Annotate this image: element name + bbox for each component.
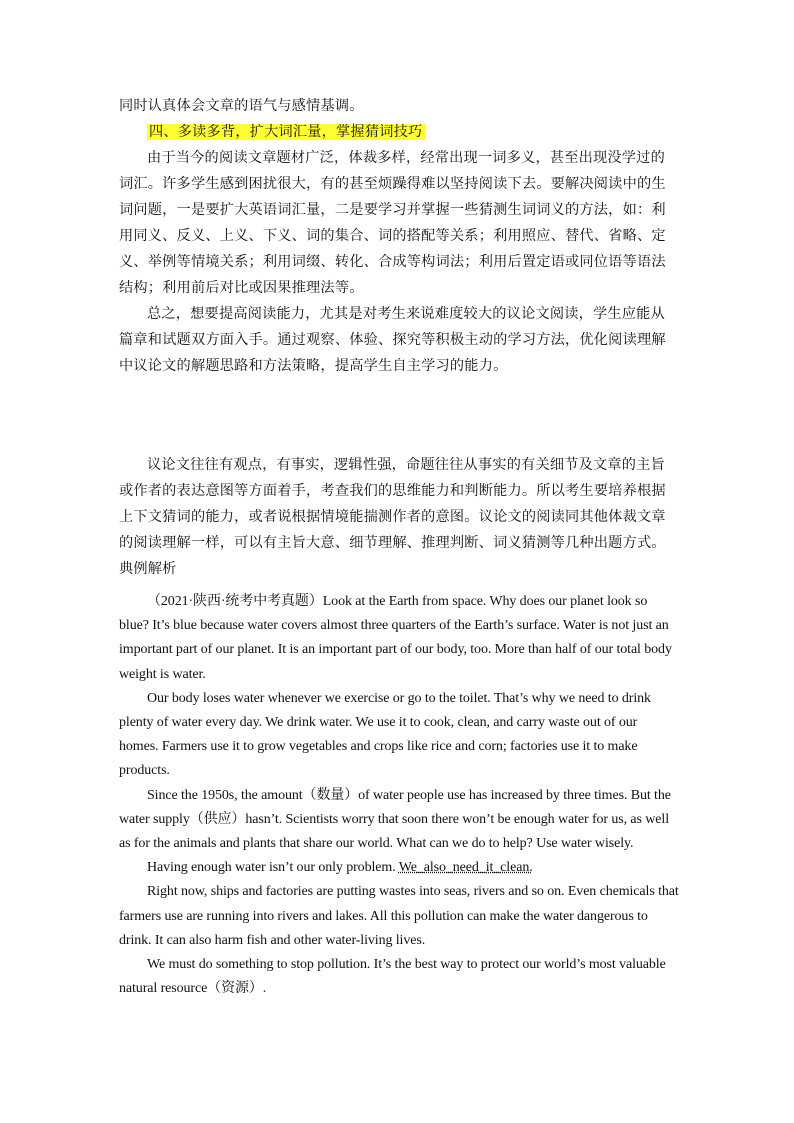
section-heading [119,119,679,145]
passage-paragraph-1: （2021·陕西·统考中考真题）Look at the Earth from space. Why does our planet look so blue? It’s blue because water covers almost three quarters of the Earth’s surface. Water is not just an important part of our planet. It is an important part of our body, too. More than half of our total body weight is water. [119,594,672,682]
underlined-sentence: We_also_need_it_clean. [398,860,533,876]
reading-passage [119,590,679,1001]
section-reading-tips [119,93,679,379]
intro-line: 同时认真体会文章的语气与感情基调。 [119,98,364,114]
passage-paragraph-2: Our body loses water whenever we exercise or go to the toilet. That’s why we need to drink plenty of water every day. We drink water. We use it to cook, clean, and carry waste out of our homes. Farmers use it to grow vegetables and crops like rice and corn; factories use it to make products. [119,690,651,779]
section-argumentative [119,452,679,582]
passage-paragraph-4 [119,856,679,880]
passage-paragraph-6: We must do something to stop pollution. It’s the best way to protect our world’s most valuable natural resource（资源）. [119,957,666,997]
example-label: 典例解析 [119,561,177,577]
passage-paragraph-5: Right now, ships and factories are putting wastes into seas, rivers and so on. Even chemicals that farmers use are running into rivers and lakes. All this pollution can make the water dangerous to drink. It can also harm fish and other water-living lives. [119,884,679,948]
paragraph-summary: 总之，想要提高阅读能力，尤其是对考生来说难度较大的议论文阅读，学生应能从篇章和试题双方面入手。通过观察、体验、探究等积极主动的学习方法，优化阅读理解中议论文的解题思路和方法策略，提高学生自主学习的能力。 [119,306,666,374]
paragraph-vocabulary: 由于当今的阅读文章题材广泛，体裁多样，经常出现一词多义，甚至出现没学过的词汇。许多学生感到困扰很大，有的甚至烦躁得难以坚持阅读下去。要解决阅读中的生词问题，一是要扩大英语词汇量，二是要学习并掌握一些猜测生词词义的方法，如：利用同义、反义、上义、下义、词的集合、词的搭配等关系；利用照应、替代、省略、定义、举例等情境关系；利用词缀、转化、合成等构词法；利用后置定语或同位语等语法结构；利用前后对比或因果推理法等。 [119,150,666,296]
paragraph-argumentative: 议论文往往有观点，有事实，逻辑性强，命题往往从事实的有关细节及文章的主旨或作者的表达意图等方面着手，考查我们的思维能力和判断能力。所以考生要培养根据上下文猜词的能力，或者说根据情境能揣测作者的意图。议论文的阅读同其他体裁文章的阅读理解一样，可以有主旨大意、细节理解、推理判断、词义猜测等几种出题方式。 [119,457,666,551]
heading-highlight: 四、多读多背，扩大词汇量，掌握猜词技巧 [147,124,426,140]
passage-paragraph-3: Since the 1950s, the amount（数量）of water people use has increased by three times. But the water supply（供应）hasn’t. Scientists worry that soon there won’t be enough water for us, as well as for the animals and plants that share our world. What can we do to help? Use water wisely. [119,787,671,852]
passage-paragraph-4-text: Having enough water isn’t our only problem. [147,860,399,876]
